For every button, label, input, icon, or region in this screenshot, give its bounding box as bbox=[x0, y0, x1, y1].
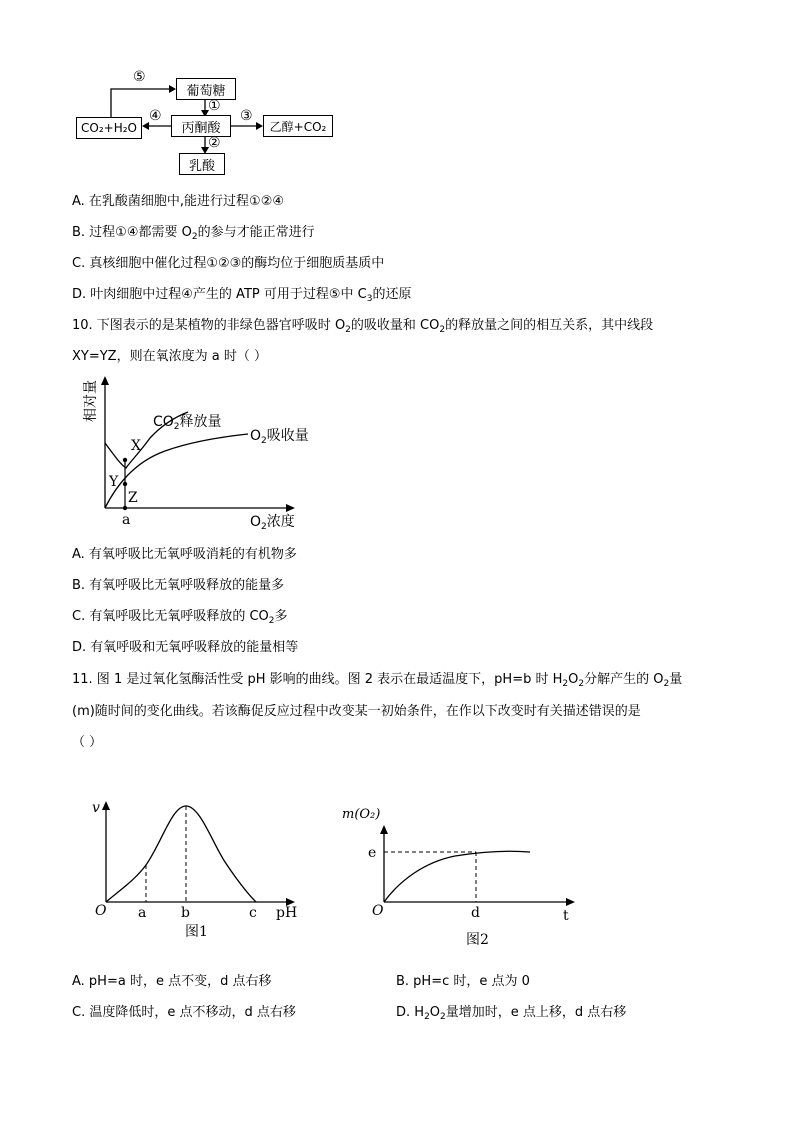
q10-stem-line2: XY=YZ，则在氧浓度为 a 时（ ） bbox=[72, 349, 267, 364]
q11-stem-line1: 11. 图 1 是过氧化氢酶活性受 pH 影响的曲线。图 2 表示在最适温度下，pH=b 时 $H_2O_2$分解产生的 $O_2$量 bbox=[72, 672, 683, 689]
ethanol-co2-box: 乙醇+CO₂ bbox=[263, 115, 333, 137]
q9-option-a: A. 在乳酸菌细胞中,能进行过程①②④ bbox=[72, 194, 285, 209]
fig2-ytick-e: e bbox=[368, 845, 377, 861]
q11-option-a: A. pH=a 时，e 点不变，d 点右移 bbox=[72, 974, 272, 989]
q10-option-c: C. 有氧呼吸比无氧呼吸释放的 $CO_2$多 bbox=[72, 609, 288, 626]
fig2-xtick-d: d bbox=[471, 905, 480, 921]
q9-option-c: C. 真核细胞中催化过程①②③的酶均位于细胞质基质中 bbox=[72, 256, 385, 271]
o2-time-curve bbox=[384, 851, 530, 902]
lactate-box: 乳酸 bbox=[179, 153, 225, 175]
fig1-caption: 图1 bbox=[185, 924, 208, 940]
fig2-origin: O bbox=[372, 903, 384, 919]
co2-h2o-box: CO₂+H₂O bbox=[76, 117, 142, 139]
q11-option-b: B. pH=c 时，e 点为 0 bbox=[396, 974, 530, 989]
label-y: Y bbox=[109, 474, 119, 490]
chart1-xlabel: $O_2$浓度 bbox=[250, 514, 295, 532]
label-z: Z bbox=[128, 490, 138, 506]
step-1-label: ① bbox=[208, 98, 221, 114]
q9-option-d: D. 叶肉细胞中过程④产生的 ATP 可用于过程⑤中 $C_3$的还原 bbox=[72, 287, 412, 304]
step-5-label: ⑤ bbox=[133, 69, 146, 85]
pyruvate-box: 丙酮酸 bbox=[171, 115, 231, 137]
q10-option-b: B. 有氧呼吸比无氧呼吸释放的能量多 bbox=[72, 578, 285, 593]
fig1-tick-b: b bbox=[181, 905, 190, 921]
q10-stem-line1: 10. 下图表示的是某植物的非绿色器官呼吸时 $O_2$的吸收量和 $CO_2$的释放量之间的相互关系，其中线段 bbox=[72, 318, 654, 335]
fig2-xlabel: t bbox=[563, 908, 569, 924]
step-3-label: ③ bbox=[240, 108, 253, 124]
fig1-origin: O bbox=[95, 903, 107, 919]
o2-series-label: $O_2$吸收量 bbox=[250, 428, 309, 446]
chart1-ylabel: 相对量 bbox=[83, 380, 99, 422]
fig1-tick-a: a bbox=[138, 905, 147, 921]
tick-a: a bbox=[122, 512, 131, 528]
step-4-label: ④ bbox=[149, 108, 162, 124]
fig2-caption: 图2 bbox=[466, 932, 489, 948]
step-2-label: ② bbox=[208, 135, 221, 151]
q11-option-d: D. $H_2O_2$量增加时，e 点上移，d 点右移 bbox=[396, 1005, 627, 1022]
q11-stem-line2: (m)随时间的变化曲线。若该酶促反应过程中改变某一初始条件，在作以下改变时有关描述错误的是 bbox=[72, 704, 641, 719]
q10-option-a: A. 有氧呼吸比无氧呼吸消耗的有机物多 bbox=[72, 547, 297, 562]
q10-option-d: D. 有氧呼吸和无氧呼吸释放的能量相等 bbox=[72, 640, 299, 655]
co2-series-label: $CO_2$释放量 bbox=[153, 414, 222, 432]
q11-option-c: C. 温度降低时，e 点不移动，d 点右移 bbox=[72, 1005, 296, 1020]
label-x: X bbox=[131, 438, 141, 454]
q9-option-b: B. 过程①④都需要 $O_2$的参与才能正常进行 bbox=[72, 225, 315, 242]
glucose-box: 葡萄糖 bbox=[176, 78, 236, 100]
fig1-xlabel: pH bbox=[276, 905, 298, 921]
fig1-ylabel: v bbox=[92, 800, 100, 816]
q11-stem-line3: （ ） bbox=[72, 735, 103, 750]
fig2-ylabel: m(O₂) bbox=[342, 807, 381, 822]
fig1-tick-c: c bbox=[249, 905, 257, 921]
